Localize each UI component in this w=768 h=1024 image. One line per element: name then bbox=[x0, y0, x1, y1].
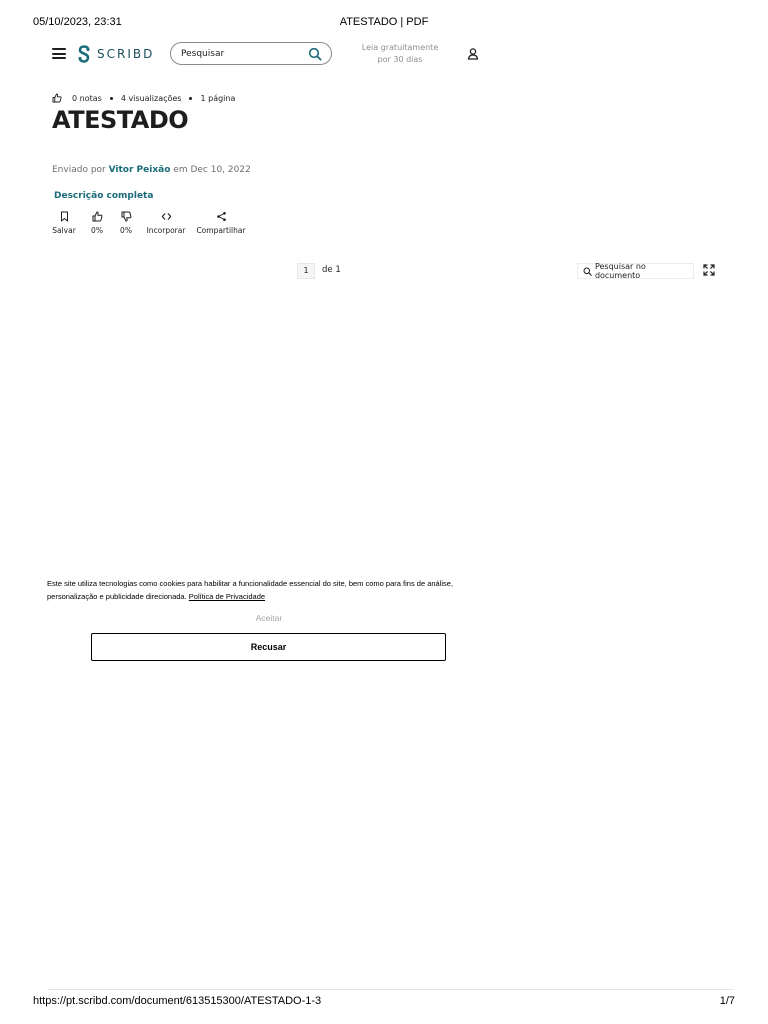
embed-button[interactable] bbox=[145, 211, 187, 235]
notes-count: 0 notas bbox=[72, 93, 102, 103]
share-icon bbox=[216, 211, 227, 222]
views-count: 4 visualizações bbox=[120, 93, 182, 103]
uploaded-prefix: Enviado por bbox=[52, 165, 106, 175]
dislike-button[interactable] bbox=[116, 211, 136, 235]
logo-text: SCRIBD bbox=[97, 47, 155, 61]
user-icon[interactable] bbox=[465, 46, 481, 62]
embed-label: Incorporar bbox=[146, 226, 186, 235]
trial-line-1: Leia gratuitamente bbox=[361, 43, 439, 52]
search-in-document-button[interactable] bbox=[577, 263, 694, 279]
privacy-policy-link[interactable]: Política de Privacidade bbox=[188, 592, 266, 601]
like-button[interactable] bbox=[87, 211, 107, 235]
share-label: Compartilhar bbox=[196, 226, 246, 235]
like-percent: 0% bbox=[91, 226, 103, 235]
scribd-logo-icon bbox=[77, 45, 91, 63]
separator-dot bbox=[110, 97, 113, 100]
save-label: Salvar bbox=[52, 226, 76, 235]
cookie-text: Este site utiliza tecnologias como cookies para habilitar a funcionalidade essencial do site, bem como para fins de análise, personalização e publicidade direcionada. bbox=[47, 579, 454, 601]
document-title: ATESTADO bbox=[52, 106, 189, 134]
thumbs-down-icon bbox=[121, 211, 132, 222]
pages-count: 1 página bbox=[200, 93, 236, 103]
search-icon[interactable] bbox=[308, 47, 322, 61]
author-link[interactable]: Vitor Peixão bbox=[108, 165, 171, 175]
decline-cookies-button[interactable]: Recusar bbox=[91, 633, 446, 661]
code-icon bbox=[161, 211, 172, 222]
search-input[interactable] bbox=[181, 46, 301, 61]
dislike-percent: 0% bbox=[120, 226, 132, 235]
thumbs-up-icon bbox=[52, 93, 62, 103]
full-description-link[interactable]: Descrição completa bbox=[54, 191, 154, 201]
footer-divider bbox=[48, 989, 734, 990]
document-stats bbox=[52, 93, 235, 103]
print-datetime: 05/10/2023, 23:31 bbox=[33, 16, 122, 28]
separator-dot bbox=[189, 97, 192, 100]
search-in-document-label: Pesquisar no documento bbox=[594, 262, 646, 280]
save-button[interactable] bbox=[52, 211, 76, 235]
trial-line-2: por 30 dias bbox=[377, 55, 423, 64]
print-url: https://pt.scribd.com/document/613515300/ATESTADO-1-3 bbox=[33, 995, 322, 1007]
uploader-info bbox=[52, 165, 251, 175]
cookie-notice bbox=[47, 577, 487, 603]
thumbs-up-icon bbox=[92, 211, 103, 222]
free-trial-link[interactable] bbox=[356, 42, 444, 66]
scribd-logo[interactable] bbox=[77, 45, 154, 63]
print-page-number: 1/7 bbox=[719, 995, 735, 1007]
accept-cookies-button[interactable]: Aceitar bbox=[92, 611, 446, 625]
search-bar[interactable] bbox=[170, 42, 332, 65]
page-number-input[interactable]: 1 bbox=[297, 263, 315, 279]
uploaded-date: em Dec 10, 2022 bbox=[173, 165, 251, 175]
share-button[interactable] bbox=[195, 211, 247, 235]
fullscreen-icon[interactable] bbox=[703, 264, 715, 276]
bookmark-icon bbox=[59, 211, 70, 222]
document-actions bbox=[52, 211, 247, 235]
search-icon bbox=[583, 267, 592, 276]
menu-icon[interactable] bbox=[52, 48, 66, 59]
page-total: de 1 bbox=[322, 265, 341, 275]
print-title: ATESTADO | PDF bbox=[339, 16, 429, 28]
